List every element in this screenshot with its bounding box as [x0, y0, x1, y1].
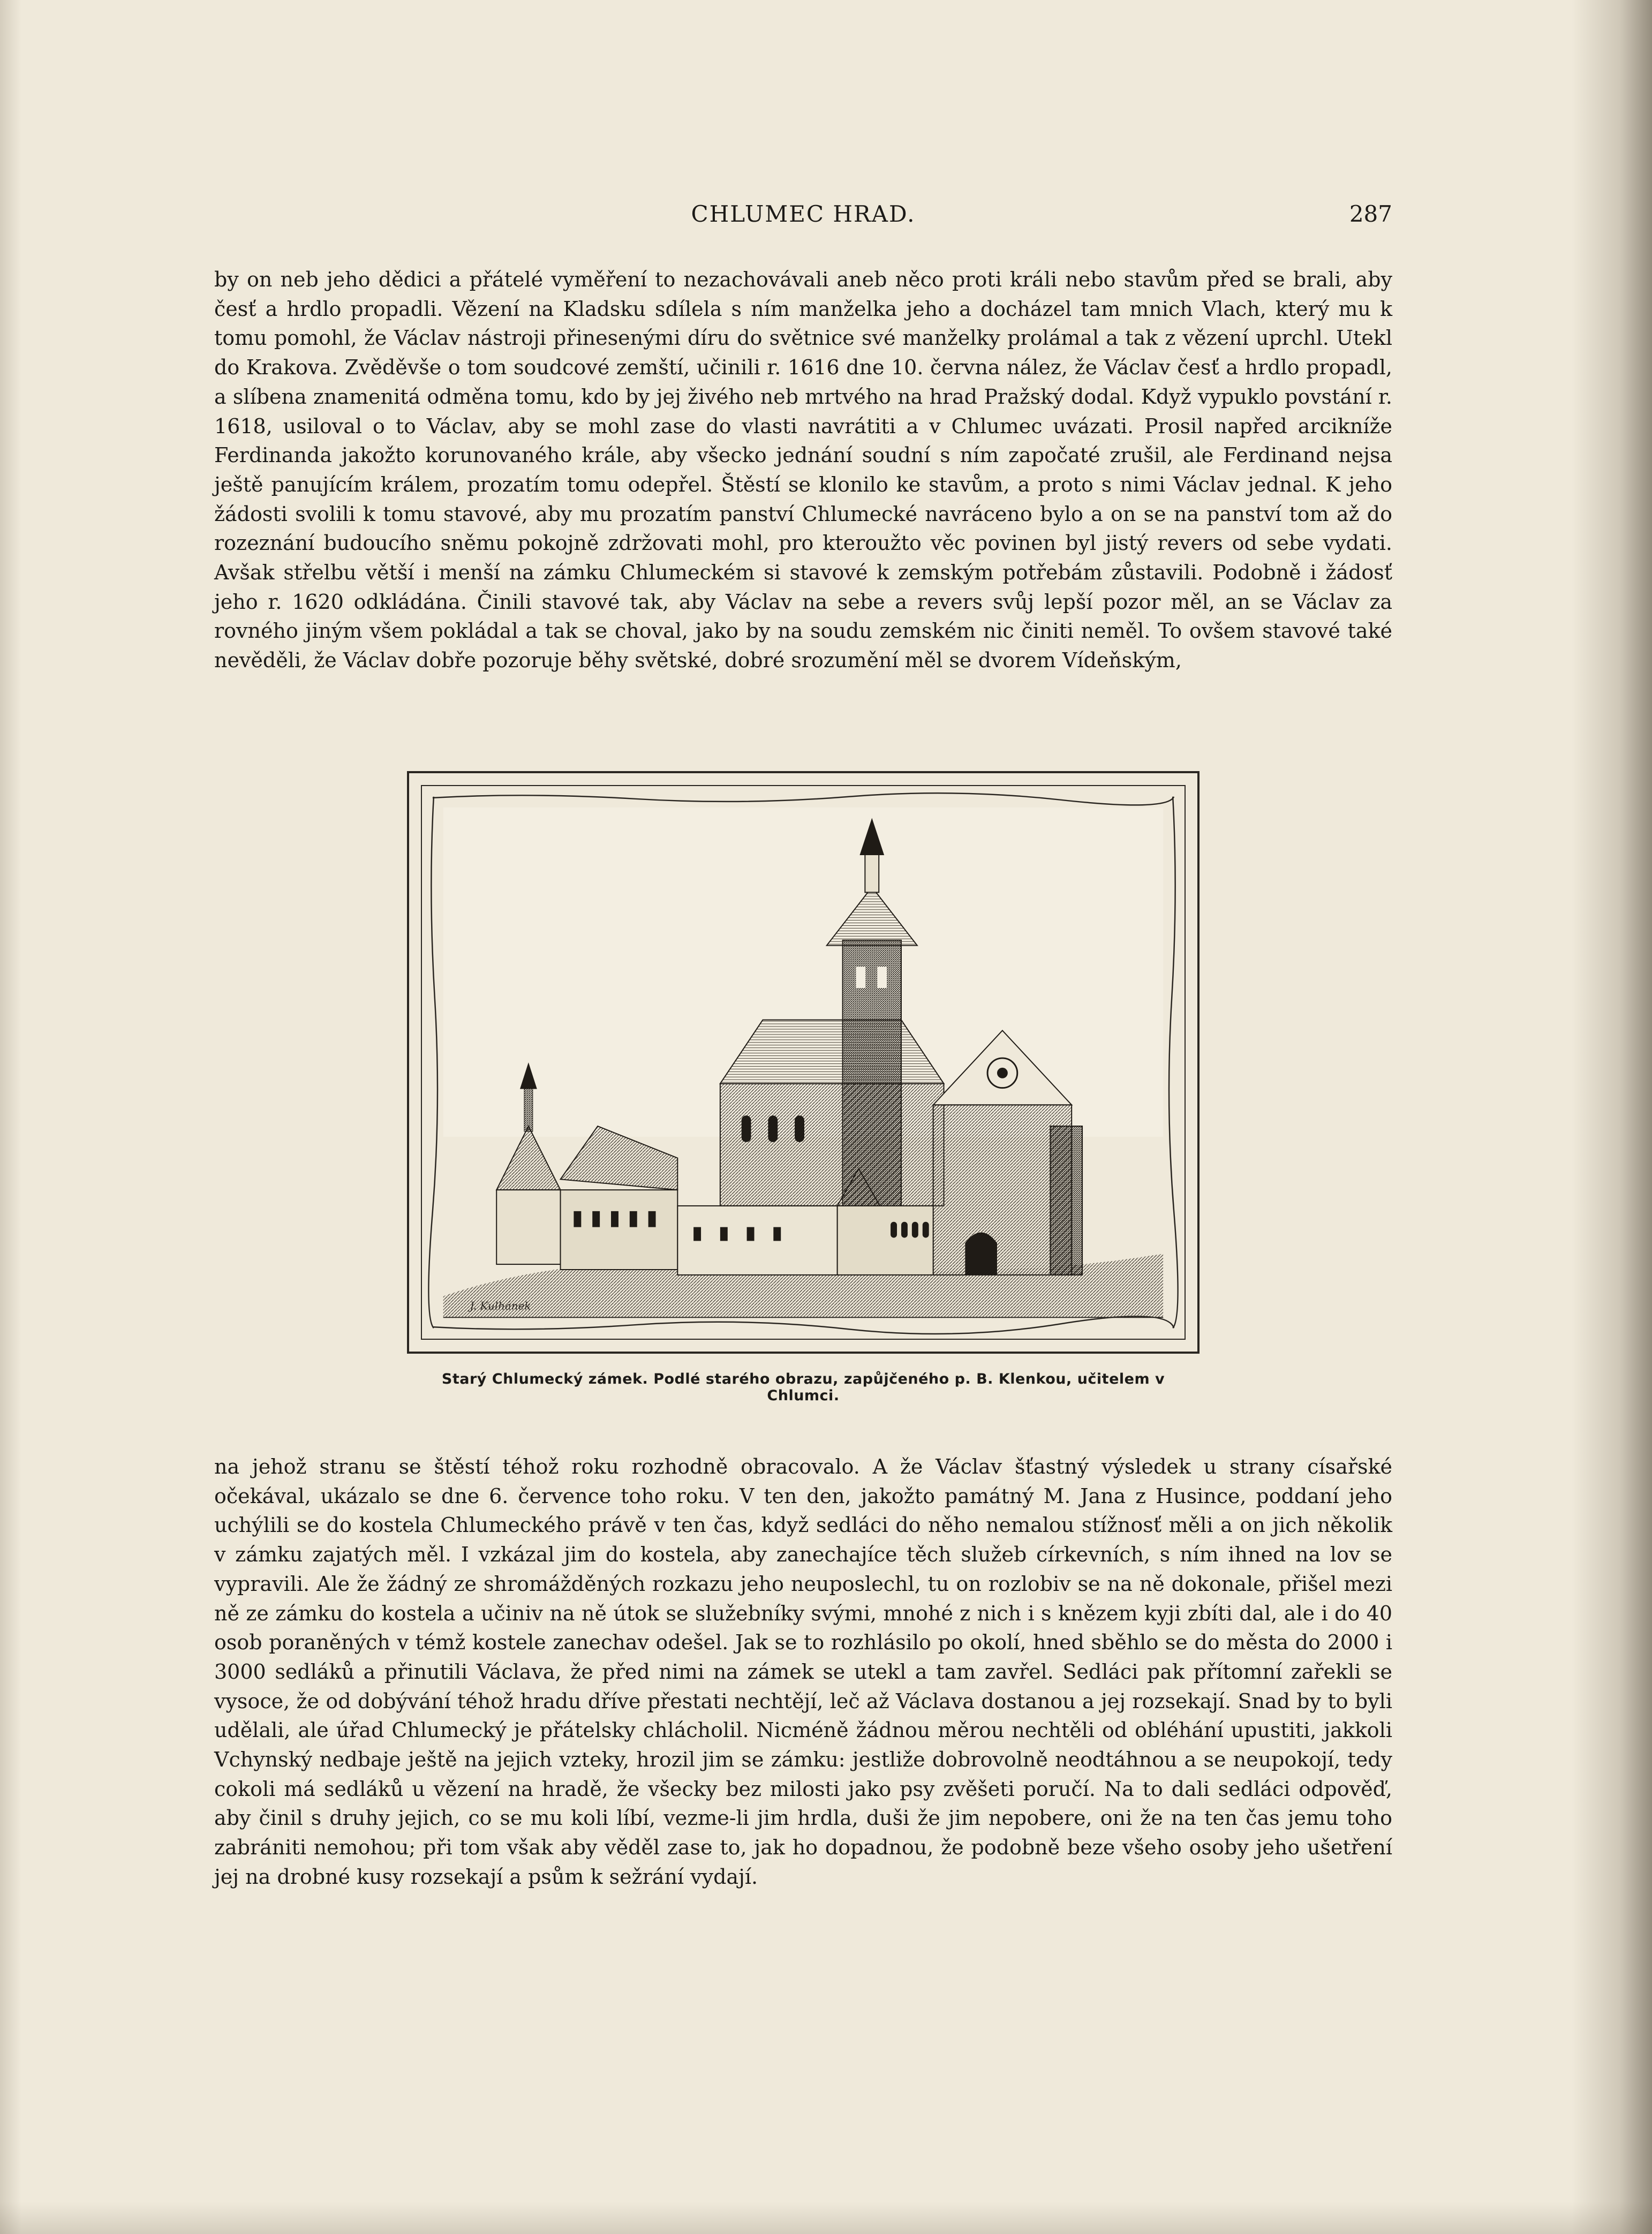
page-bottom-shadow	[0, 2202, 1652, 2234]
page-header	[214, 201, 1392, 244]
running-head: CHLUMEC HRAD.	[691, 201, 916, 227]
page-edge-shadow	[1572, 0, 1652, 2234]
castle-engraving-icon	[422, 786, 1185, 1339]
paragraph-2: na jehož stranu se štěstí téhož roku rozhodně obracovalo. A že Václav šťastný výsledek u strany císařské očekával, ukázalo se dne 6. července toho roku. V ten den, jakožto památný M. Jana z Husince, poddaní jeho uchýlili se do kostela Chlumeckého právě v ten čas, když sedláci do něho nemalou stížnosť měli a on jich několik v zámku zajatých měl. I vzkázal jim do kostela, aby zanechajíce těch služeb církevních, s ním ihned na lov se vypravili. Ale že žádný ze shromážděných rozkazu jeho neuposlechl, tu on rozlobiv se na ně dokonale, přišel mezi ně ze zámku do kostela a učiniv na ně útok se služebníky svými, mnohé z nich i s knězem kyji zbíti dal, ale i do 40 osob poraněných v témž kostele zanechav odešel. Jak se to rozhlásilo po okolí, hned sběhlo se do města do 2000 i 3000 sedláků a přinutili Václava, že před nimi na zámek se utekl a tam zavřel. Sedláci pak přítomní zařekli se vysoce, že od dobývání téhož hradu dříve přestati nechtějí, leč až Václava dostanou a jej rozsekají. Snad by to byli udělali, ale úřad Chlumecký je přátelsky chlácholil. Nicméně žádnou měrou nechtěli od obléhání upustiti, jakkoli Vchynský nedbaje ještě na jejich vzteky, hrozil jim se zámku: jestliže dobrovolně neodtáhnou a se neupokojí, tedy cokoli má sedláků u vězení na hradě, že všecky bez milosti jako psy zvěšeti poručí. Na to dali sedláci odpověď, aby činil s druhy jejich, co se mu koli líbí, vezme-li jim hrdla, duši že jim nepobere, oni že na ten čas jemu toho zabrániti nemohou; při tom však aby věděl zase to, jak ho dopadnou, že podobně beze všeho osoby jeho ušetření jej na drobné kusy rozsekají a psům k sežrání vydají.	[214, 1455, 1392, 1889]
figure-frame	[407, 771, 1200, 1354]
figure-inner-frame	[421, 785, 1186, 1340]
figure-caption: Starý Chlumecký zámek. Podlé starého obrazu, zapůjčeného p. B. Klenkou, učitelem v Chlumci.	[441, 1371, 1165, 1404]
binding-edge	[0, 0, 21, 2234]
engraving-signature: J. Kulhánek	[470, 1300, 531, 1312]
page-number: 287	[1349, 201, 1392, 227]
paragraph-1: by on neb jeho dědici a přátelé vyměření to nezachovávali aneb něco proti králi nebo stavům před se brali, aby česť a hrdlo propadli. Vězení na Kladsku sdílela s ním manželka jeho a docházel tam mnich Vlach, který mu k tomu pomohl, že Václav nástroji přinesenými díru do světnice své manželky prolámal a tak z vězení uprchl. Utekl do Krakova. Zvěděvše o tom soudcové zemští, učinili r. 1616 dne 10. června nález, že Václav česť a hrdlo propadl, a slíbena znamenitá odměna tomu, kdo by jej živého neb mrtvého na hrad Pražský dodal. Když vypuklo povstání r. 1618, usiloval o to Václav, aby se mohl zase do vlasti navrátiti a v Chlumec uvázati. Prosil napřed arcikníže Ferdinanda jakožto korunovaného krále, aby všecko jednání soudní s ním započaté zrušil, ale Ferdinand nejsa ještě panujícím králem, prozatím tomu odepřel. Štěstí se klonilo ke stavům, a proto s nimi Václav jednal. K jeho žádosti svolili k tomu stavové, aby mu prozatím panství Chlumecké navráceno bylo a on se na panství tom až do rozeznání budoucího sněmu pokojně zdržovati mohl, pro kteroužto věc povinen byl jistý revers od sebe vydati. Avšak střelbu větší i menší na zámku Chlumeckém si stavové k zemským potřebám zůstavili. Podobně i žádosť jeho r. 1620 odkládána. Činili stavové tak, aby Václav na sebe a revers svůj lepší pozor měl, an se Václav za rovného jiným všem pokládal a tak se choval, jako by na soudu zemském nic činiti neměl. To ovšem stavové také nevěděli, že Václav dobře pozoruje běhy světské, dobré srozumění měl se dvorem Vídeňským,	[214, 268, 1392, 673]
